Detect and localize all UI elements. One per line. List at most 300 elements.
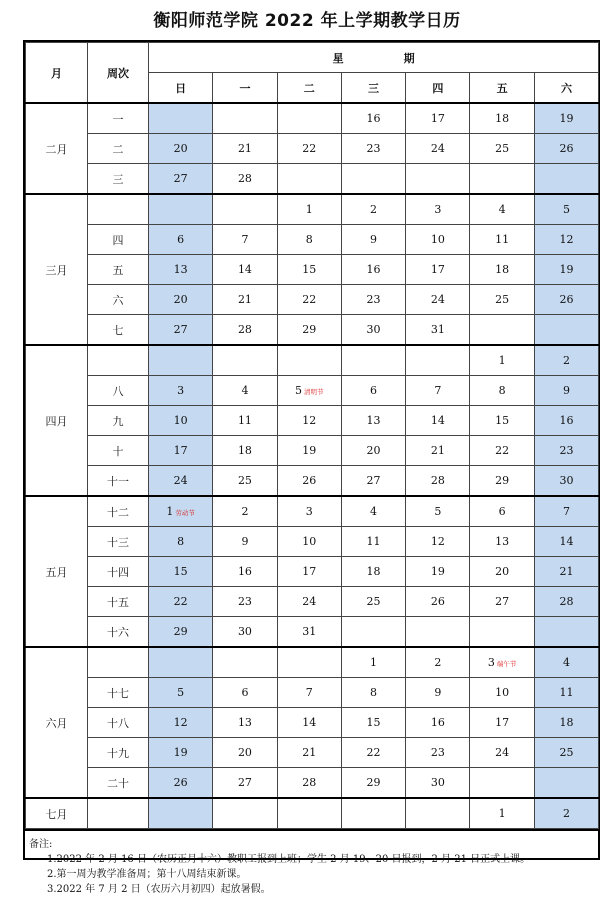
day-number: 20: [495, 565, 510, 578]
day-cell: [213, 376, 277, 406]
day-cell: [277, 647, 341, 678]
day-cell: [213, 466, 277, 497]
day-number: 4: [498, 203, 506, 216]
week-row: [26, 587, 599, 617]
day-cell: [341, 436, 405, 466]
day-number: 11: [366, 535, 381, 548]
day-number: 1: [166, 505, 174, 518]
day-cell: [213, 768, 277, 799]
day-cell: [149, 496, 213, 527]
day-number: 9: [434, 686, 442, 699]
day-number: 29: [302, 323, 317, 336]
day-cell: [149, 587, 213, 617]
day-cell: [277, 708, 341, 738]
day-number: 14: [559, 535, 574, 548]
day-number: 4: [241, 384, 249, 397]
weekday-group-header: [149, 43, 599, 73]
week-number: 十七: [88, 678, 149, 708]
day-number: 8: [498, 384, 506, 397]
day-cell: [406, 617, 470, 648]
day-number: 10: [173, 414, 188, 427]
day-cell: [149, 225, 213, 255]
day-number: 7: [241, 233, 249, 246]
day-cell: [534, 496, 598, 527]
day-cell: [213, 103, 277, 134]
day-cell: [534, 285, 598, 315]
day-number: 10: [495, 686, 510, 699]
day-cell: [406, 587, 470, 617]
week-row: [26, 466, 599, 497]
day-number: 31: [430, 323, 445, 336]
day-cell: [277, 557, 341, 587]
week-number: 二: [88, 134, 149, 164]
week-row: [26, 406, 599, 436]
day-number: 6: [241, 686, 249, 699]
day-number: 20: [366, 444, 381, 457]
day-cell: [277, 678, 341, 708]
month-header: 月: [26, 43, 88, 104]
day-cell: [406, 496, 470, 527]
holiday-label: 清明节: [303, 388, 324, 396]
day-cell: [470, 255, 534, 285]
day-cell: [470, 647, 534, 678]
day-cell: [341, 647, 405, 678]
day-number: 27: [495, 595, 510, 608]
day-cell: [149, 406, 213, 436]
day-cell: [341, 164, 405, 195]
day-number: 17: [495, 716, 510, 729]
day-number: 23: [366, 293, 381, 306]
day-cell: [534, 678, 598, 708]
day-cell: [277, 315, 341, 346]
day-cell: [213, 708, 277, 738]
day-number: 18: [237, 444, 252, 457]
week-number: 九: [88, 406, 149, 436]
day-cell: [534, 376, 598, 406]
day-cell: [149, 315, 213, 346]
day-number: 11: [495, 233, 510, 246]
day-number: 12: [559, 233, 574, 246]
day-number: 25: [495, 293, 510, 306]
day-cell: [149, 647, 213, 678]
day-cell: [213, 225, 277, 255]
day-number: 26: [559, 142, 574, 155]
day-cell: [470, 164, 534, 195]
day-number: 23: [237, 595, 252, 608]
weekday-header-cell: 三: [341, 73, 405, 104]
day-cell: [534, 255, 598, 285]
day-cell: [534, 164, 598, 195]
day-cell: [470, 557, 534, 587]
day-number: 3: [177, 384, 185, 397]
day-cell: [277, 527, 341, 557]
day-cell: [534, 345, 598, 376]
day-cell: [406, 285, 470, 315]
day-number: 26: [430, 595, 445, 608]
week-number: 一: [88, 103, 149, 134]
day-cell: [406, 164, 470, 195]
day-number: 28: [559, 595, 574, 608]
day-number: 4: [370, 505, 378, 518]
day-cell: [534, 557, 598, 587]
week-row: [26, 315, 599, 346]
week-row: [26, 103, 599, 134]
day-cell: [534, 436, 598, 466]
day-cell: [406, 194, 470, 225]
week-row: [26, 164, 599, 195]
day-number: 2: [434, 656, 442, 669]
day-number: 14: [237, 263, 252, 276]
day-number: 27: [173, 323, 188, 336]
calendar-table: [25, 42, 599, 829]
day-number: 20: [173, 142, 188, 155]
day-number: 10: [430, 233, 445, 246]
week-row: [26, 617, 599, 648]
day-number: 13: [495, 535, 510, 548]
note-item: 1.2022 年 2 月 16 日（农历正月十六）教职工报到上班；学生 2 月 19、20 日报到，2 月 21 日正式上课。: [47, 854, 531, 865]
day-number: 1: [498, 807, 506, 820]
holiday-label: 端午节: [496, 660, 517, 668]
day-cell: [277, 103, 341, 134]
day-number: 16: [366, 112, 381, 125]
day-number: 18: [495, 263, 510, 276]
day-cell: [534, 587, 598, 617]
day-cell: [470, 708, 534, 738]
day-cell: [406, 678, 470, 708]
day-number: 8: [370, 686, 378, 699]
week-number: 十四: [88, 557, 149, 587]
day-cell: [406, 527, 470, 557]
day-number: 19: [173, 746, 188, 759]
day-cell: [149, 285, 213, 315]
day-cell: [277, 194, 341, 225]
week-number: 五: [88, 255, 149, 285]
day-number: 24: [302, 595, 317, 608]
day-cell: [406, 798, 470, 829]
day-cell: [341, 496, 405, 527]
day-number: 16: [237, 565, 252, 578]
day-number: 25: [495, 142, 510, 155]
day-cell: [341, 345, 405, 376]
day-cell: [406, 738, 470, 768]
day-number: 13: [366, 414, 381, 427]
day-cell: [470, 768, 534, 799]
day-number: 26: [559, 293, 574, 306]
qi-label: 期: [403, 51, 415, 65]
page-title: 衡阳师范学院 2022 年上学期教学日历: [153, 11, 461, 31]
day-number: 22: [302, 293, 317, 306]
day-number: 2: [241, 505, 249, 518]
day-cell: [341, 587, 405, 617]
week-number: 十三: [88, 527, 149, 557]
day-number: 5: [434, 505, 442, 518]
day-cell: [534, 103, 598, 134]
day-number: 11: [237, 414, 252, 427]
day-number: 19: [302, 444, 317, 457]
day-cell: [213, 496, 277, 527]
weekday-header-cell: 五: [470, 73, 534, 104]
weekday-header-cell: 四: [406, 73, 470, 104]
day-cell: [277, 134, 341, 164]
day-number: 9: [562, 384, 570, 397]
day-number: 5: [294, 384, 302, 397]
day-number: 28: [237, 172, 252, 185]
day-cell: [406, 647, 470, 678]
week-row: [26, 708, 599, 738]
day-cell: [277, 225, 341, 255]
week-number: 十九: [88, 738, 149, 768]
day-number: 14: [430, 414, 445, 427]
day-cell: [213, 406, 277, 436]
day-cell: [406, 376, 470, 406]
day-number: 20: [173, 293, 188, 306]
day-number: 2: [370, 203, 378, 216]
day-cell: [213, 345, 277, 376]
week-header: 周次: [88, 43, 149, 104]
week-number: 七: [88, 315, 149, 346]
day-number: 2: [562, 807, 570, 820]
day-number: 7: [562, 505, 570, 518]
day-number: 8: [177, 535, 185, 548]
day-number: 21: [237, 293, 252, 306]
day-cell: [149, 345, 213, 376]
day-cell: [470, 436, 534, 466]
day-cell: [213, 678, 277, 708]
day-number: 21: [237, 142, 252, 155]
week-number: 四: [88, 225, 149, 255]
week-number: [88, 647, 149, 678]
day-number: 3: [434, 203, 442, 216]
day-cell: [149, 527, 213, 557]
week-number: 十: [88, 436, 149, 466]
day-number: 19: [559, 112, 574, 125]
day-number: 25: [237, 474, 252, 487]
notes-heading: 备注:: [29, 839, 53, 850]
day-cell: [277, 376, 341, 406]
day-number: 26: [302, 474, 317, 487]
week-row: [26, 345, 599, 376]
day-number: 22: [366, 746, 381, 759]
day-number: 30: [237, 625, 252, 638]
month-label: 五月: [26, 496, 88, 647]
day-number: 11: [559, 686, 574, 699]
day-cell: [277, 345, 341, 376]
day-number: 10: [302, 535, 317, 548]
day-number: 15: [173, 565, 188, 578]
week-row: [26, 436, 599, 466]
day-cell: [341, 617, 405, 648]
day-cell: [341, 557, 405, 587]
day-number: 23: [366, 142, 381, 155]
day-number: 17: [430, 112, 445, 125]
day-cell: [341, 768, 405, 799]
day-number: 7: [434, 384, 442, 397]
day-cell: [470, 466, 534, 497]
day-number: 8: [305, 233, 313, 246]
day-cell: [534, 315, 598, 346]
week-number: [88, 194, 149, 225]
day-number: 1: [498, 354, 506, 367]
day-cell: [277, 798, 341, 829]
notes-section: [25, 829, 598, 897]
day-cell: [470, 738, 534, 768]
day-number: 21: [302, 746, 317, 759]
week-row: [26, 798, 599, 829]
day-number: 28: [302, 776, 317, 789]
day-cell: [470, 225, 534, 255]
day-cell: [213, 436, 277, 466]
day-number: 16: [430, 716, 445, 729]
day-cell: [534, 708, 598, 738]
day-cell: [213, 587, 277, 617]
day-cell: [406, 255, 470, 285]
day-number: 9: [241, 535, 249, 548]
day-cell: [149, 466, 213, 497]
day-cell: [470, 496, 534, 527]
day-cell: [341, 678, 405, 708]
day-cell: [406, 466, 470, 497]
day-number: 30: [430, 776, 445, 789]
day-number: 24: [430, 142, 445, 155]
day-cell: [341, 798, 405, 829]
day-number: 6: [498, 505, 506, 518]
week-row: [26, 557, 599, 587]
weekday-header-cell: 一: [213, 73, 277, 104]
day-cell: [406, 315, 470, 346]
day-cell: [534, 466, 598, 497]
holiday-label: 劳动节: [175, 509, 195, 517]
month-label: 七月: [26, 798, 88, 829]
day-number: 27: [237, 776, 252, 789]
day-number: 26: [173, 776, 188, 789]
week-number: 六: [88, 285, 149, 315]
day-cell: [277, 466, 341, 497]
day-cell: [277, 617, 341, 648]
day-number: 30: [559, 474, 574, 487]
day-number: 12: [173, 716, 188, 729]
day-cell: [341, 194, 405, 225]
day-number: 6: [177, 233, 185, 246]
day-number: 22: [302, 142, 317, 155]
day-number: 3: [305, 505, 313, 518]
day-number: 25: [559, 746, 574, 759]
day-cell: [470, 376, 534, 406]
day-cell: [341, 738, 405, 768]
day-number: 15: [302, 263, 317, 276]
day-cell: [470, 103, 534, 134]
day-cell: [534, 647, 598, 678]
day-cell: [149, 738, 213, 768]
day-number: 27: [366, 474, 381, 487]
day-cell: [341, 527, 405, 557]
day-cell: [534, 134, 598, 164]
day-cell: [213, 617, 277, 648]
day-cell: [406, 436, 470, 466]
day-cell: [213, 194, 277, 225]
week-row: [26, 376, 599, 406]
day-number: 29: [173, 625, 188, 638]
day-number: 17: [302, 565, 317, 578]
day-number: 25: [366, 595, 381, 608]
week-row: [26, 738, 599, 768]
day-cell: [341, 315, 405, 346]
day-cell: [213, 255, 277, 285]
day-number: 28: [237, 323, 252, 336]
day-cell: [470, 406, 534, 436]
day-cell: [470, 315, 534, 346]
day-cell: [470, 527, 534, 557]
day-cell: [534, 738, 598, 768]
day-cell: [277, 285, 341, 315]
day-cell: [277, 164, 341, 195]
week-number: 十一: [88, 466, 149, 497]
day-number: 21: [430, 444, 445, 457]
day-number: 22: [495, 444, 510, 457]
day-cell: [470, 617, 534, 648]
week-number: [88, 798, 149, 829]
day-number: 22: [173, 595, 188, 608]
day-number: 2: [562, 354, 570, 367]
day-cell: [406, 708, 470, 738]
day-cell: [341, 225, 405, 255]
day-number: 13: [173, 263, 188, 276]
week-row: [26, 678, 599, 708]
day-number: 14: [302, 716, 317, 729]
day-cell: [470, 587, 534, 617]
day-number: 30: [366, 323, 381, 336]
day-cell: [149, 678, 213, 708]
week-number: 十八: [88, 708, 149, 738]
day-number: 27: [173, 172, 188, 185]
day-cell: [149, 164, 213, 195]
day-cell: [149, 617, 213, 648]
day-cell: [406, 225, 470, 255]
day-cell: [470, 194, 534, 225]
week-row: [26, 527, 599, 557]
week-row: [26, 225, 599, 255]
day-cell: [149, 557, 213, 587]
day-cell: [341, 376, 405, 406]
day-cell: [213, 527, 277, 557]
day-number: 19: [430, 565, 445, 578]
day-cell: [341, 134, 405, 164]
day-cell: [149, 103, 213, 134]
weekday-header-cell: 二: [277, 73, 341, 104]
week-number: 十五: [88, 587, 149, 617]
day-number: 1: [370, 656, 378, 669]
day-cell: [406, 134, 470, 164]
day-cell: [406, 557, 470, 587]
day-number: 4: [562, 656, 570, 669]
day-number: 18: [366, 565, 381, 578]
day-cell: [213, 134, 277, 164]
weekday-header-cell: 六: [534, 73, 598, 104]
day-cell: [534, 617, 598, 648]
day-number: 17: [173, 444, 188, 457]
week-number: [88, 345, 149, 376]
week-number: 十二: [88, 496, 149, 527]
day-cell: [213, 164, 277, 195]
day-cell: [470, 798, 534, 829]
week-number: 十六: [88, 617, 149, 648]
day-cell: [406, 103, 470, 134]
day-number: 28: [430, 474, 445, 487]
day-cell: [213, 798, 277, 829]
xing-label: 星: [332, 51, 344, 65]
day-cell: [213, 557, 277, 587]
day-cell: [277, 496, 341, 527]
month-label: 三月: [26, 194, 88, 345]
